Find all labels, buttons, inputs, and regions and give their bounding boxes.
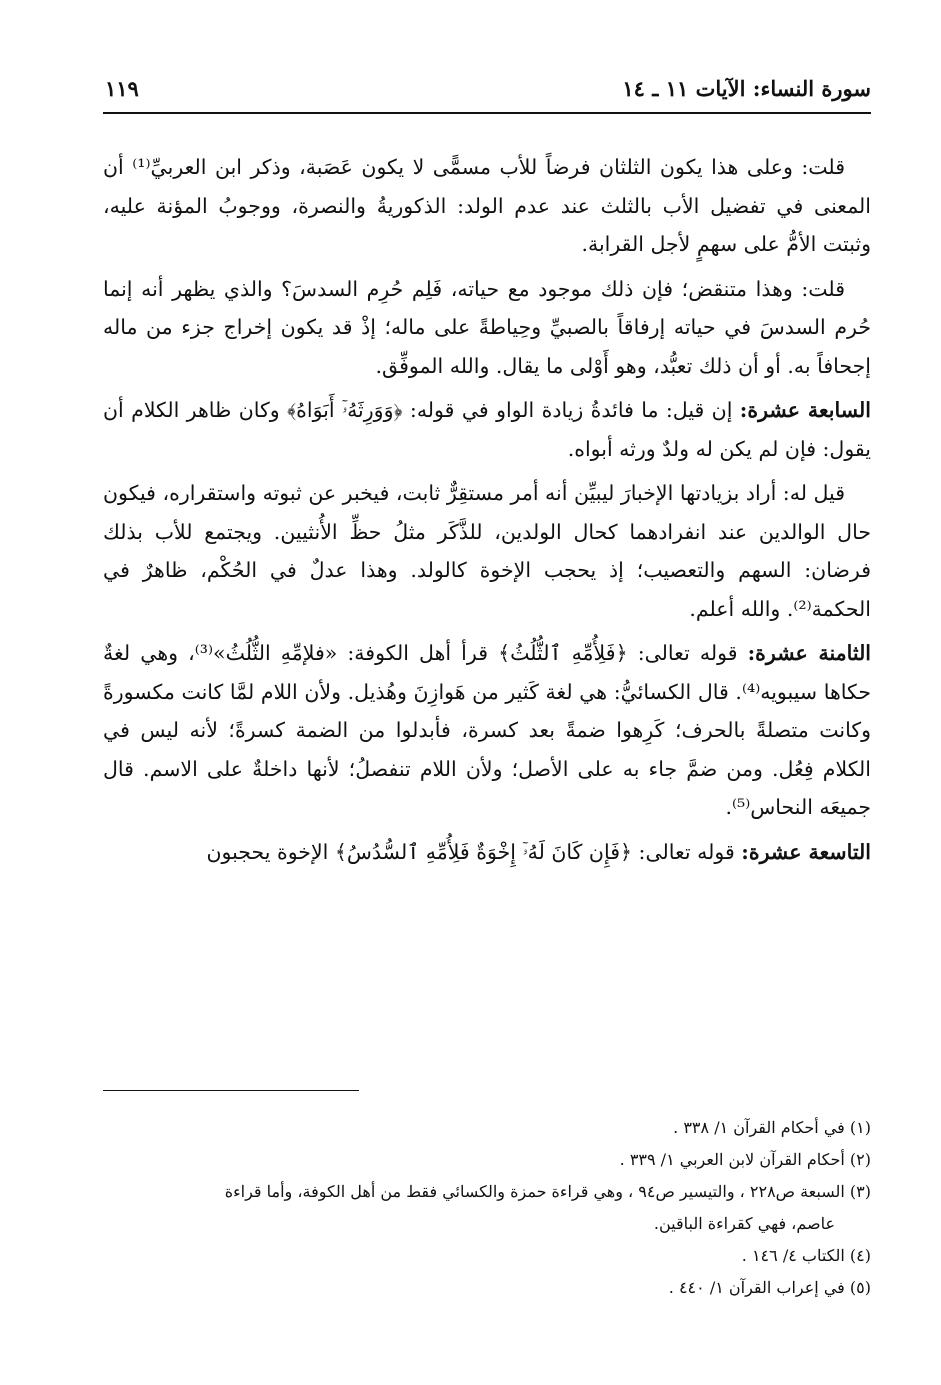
running-title: سورة النساء: الآيات ١١ ـ ١٤: [622, 76, 871, 101]
paragraph-3: [103, 391, 871, 468]
section-label-17: السابعة عشرة:: [739, 398, 871, 422]
footnote-3: [103, 1176, 871, 1240]
paragraph-6-text: قوله تعالى: ﴿فَإِن كَانَ لَهُۥٓ إِخْوَةٌ فَلِأُمِّهِ ٱلسُّدُسُ﴾ الإخوة يحجبون: [206, 839, 742, 864]
footnote-1: (١) في أحكام القرآن ١/ ٣٣٨ .: [673, 1118, 871, 1137]
main-text: [103, 148, 871, 877]
footnote-3-line-2: عاصم، فهي كقراءة الباقين.: [653, 1214, 835, 1233]
paragraph-4: قيل له: أراد بزيادتها الإخبارَ ليبيِّن أنه أمر مستقِرٌّ ثابت، فيخبر عن ثبوته واستقراره، فيكون حال الوالدين عند انفرادهما كحال الولدين، للذَّكَر مثلُ حظِّ الأُنثيين. ويجتمع للأب بذلك فرضان: السهم والتعصيب؛ إذ يحجب الإخوة كالولد. وهذا عدلٌ في الحُكْم، ظاهرٌ في الحكمة⁽²⁾. والله أعلم.: [103, 481, 871, 621]
paragraph-5: [103, 634, 871, 827]
running-header: [103, 70, 871, 114]
paragraph-3-text: إن قيل: ما فائدةُ زيادة الواو في قوله: ﴿وَوَرِثَهُۥٓ أَبَوَاهُ﴾ وكان ظاهر الكلام أن يقول: فإن لم يكن له ولدٌ ورثه أبواه.: [103, 398, 871, 461]
paragraph-2: قلت: وهذا متنقض؛ فإن ذلك موجود مع حياته، فَلِم حُرِم السدسَ؟ والذي يظهر أنه إنما حُرم السدسَ في حياته إرفاقاً بالصبيِّ وحِياطةً على ماله؛ إذْ قد يكون إخراج جزء من ماله إجحافاً به. أو أن ذلك تعبُّد، وهو أَوْلى ما يقال. والله الموفِّق.: [103, 276, 871, 378]
paragraph-5-text: قوله تعالى: ﴿فَلِأُمِّهِ ٱلثُّلُثُ﴾ قرأ أهل الكوفة: «فلإمِّهِ الثُّلُثُ»⁽³⁾، وهي لغةٌ حكاها سيبويه⁽⁴⁾. قال الكسائيُّ: هي لغة كَثير من هَوازِنَ وهُذيل. ولأن اللام لمَّا كانت مكسورةً وكانت متصلةً بالحرف؛ كَرِهوا ضمةً بعد كسرة، فأبدلوا من الضمة كسرةً؛ لأنه ليس في الكلام فِعُل. ومن ضمَّ جاء به على الأصل؛ ولأن اللام تنفصلُ؛ لأنها داخلةٌ على الاسم. قال جميعَه النحاس⁽⁵⁾.: [103, 641, 871, 819]
section-label-19: التاسعة عشرة:: [741, 839, 871, 864]
footnote-3-line-1: (٣) السبعة ص٢٢٨ ، والتيسير ص٩٤ ، وهي قراءة حمزة والكسائي فقط من أهل الكوفة، وأما قراءة: [224, 1182, 871, 1201]
footnote-4: (٤) الكتاب ٤/ ١٤٦ .: [741, 1246, 871, 1265]
section-label-18: الثامنة عشرة:: [747, 641, 872, 665]
footnote-2: (٢) أحكام القرآن لابن العربي ١/ ٣٣٩ .: [619, 1150, 871, 1169]
page-number: ١١٩: [105, 76, 139, 101]
paragraph-6: [103, 833, 871, 872]
footnotes: [103, 1112, 871, 1304]
footnote-5: (٥) في إعراب القرآن ١/ ٤٤٠ .: [668, 1278, 871, 1297]
footnote-separator: [103, 1090, 359, 1091]
paragraph-1: قلت: وعلى هذا يكون الثلثان فرضاً للأب مسمًّى لا يكون عَصَبة، وذكر ابن العربيِّ⁽¹⁾ أن المعنى في تفضيل الأب بالثلث عند عدم الولد: الذكوريةُ والنصرة، ووجوبُ المؤنة عليه، وثبتت الأمُّ على سهمٍ لأجل القرابة.: [103, 155, 871, 256]
